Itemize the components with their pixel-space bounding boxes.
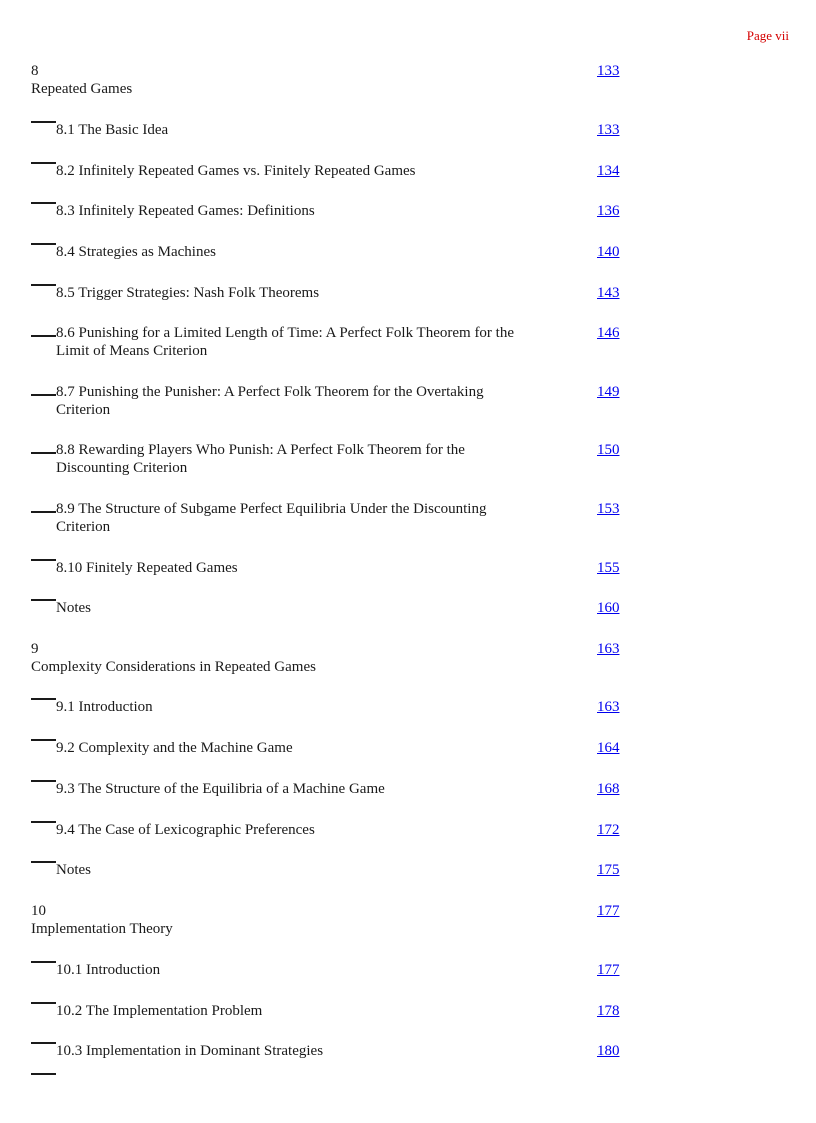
section-dash xyxy=(31,698,56,700)
toc-section xyxy=(31,284,656,302)
section-dash xyxy=(31,1042,56,1044)
section-dash xyxy=(31,861,56,863)
section-title: 8.6 Punishing for a Limited Length of Time: A Perfect Folk Theorem for the Limit of Means Criterion xyxy=(56,325,515,359)
section-dash xyxy=(31,821,56,823)
toc-section xyxy=(31,698,656,716)
page-number-link[interactable]: 153 xyxy=(597,501,620,517)
toc-section xyxy=(31,324,656,360)
toc-section xyxy=(31,861,656,879)
toc-section xyxy=(31,559,656,577)
section-title: 9.3 The Structure of the Equilibria of a Machine Game xyxy=(56,781,385,797)
page-number-link[interactable]: 172 xyxy=(597,822,620,838)
section-title: 9.1 Introduction xyxy=(56,699,153,715)
chapter-title: Repeated Games xyxy=(31,81,133,97)
page-number-link[interactable]: 136 xyxy=(597,203,620,219)
page-number-link[interactable]: 177 xyxy=(597,903,620,919)
toc-chapter xyxy=(31,62,631,98)
section-dash xyxy=(31,599,56,601)
section-dash xyxy=(31,121,56,123)
section-dash xyxy=(31,243,56,245)
section-title: 10.3 Implementation in Dominant Strategies xyxy=(56,1043,324,1059)
section-title: 10.2 The Implementation Problem xyxy=(56,1003,263,1019)
page-number-link[interactable]: 149 xyxy=(597,384,620,400)
page-number-link[interactable]: 146 xyxy=(597,325,620,341)
section-title: Notes xyxy=(56,600,91,616)
section-title: 8.7 Punishing the Punisher: A Perfect Folk Theorem for the Overtaking Criterion xyxy=(56,384,484,418)
toc-section xyxy=(31,1042,656,1060)
page-number-link[interactable]: 164 xyxy=(597,740,620,756)
section-dash xyxy=(31,1002,56,1004)
section-title: 8.3 Infinitely Repeated Games: Definitions xyxy=(56,203,315,219)
toc-section xyxy=(31,599,656,617)
chapter-number: 9 xyxy=(31,641,39,657)
section-title: 9.2 Complexity and the Machine Game xyxy=(56,740,293,756)
toc-chapter xyxy=(31,902,631,938)
section-title: 8.9 The Structure of Subgame Perfect Equilibria Under the Discounting Criterion xyxy=(56,501,487,535)
page-number-link[interactable]: 133 xyxy=(597,63,620,79)
toc-section xyxy=(31,1002,656,1020)
page-number-link[interactable]: 163 xyxy=(597,699,620,715)
page-number-link[interactable]: 140 xyxy=(597,244,620,260)
page-label: Page vii xyxy=(746,28,789,43)
page-number-link[interactable]: 177 xyxy=(597,962,620,978)
page-number-link[interactable]: 175 xyxy=(597,862,620,878)
section-dash xyxy=(31,162,56,164)
section-dash xyxy=(31,511,56,513)
toc-section xyxy=(31,739,656,757)
toc-section xyxy=(31,121,656,139)
section-dash xyxy=(31,739,56,741)
section-dash xyxy=(31,394,56,396)
section-dash xyxy=(31,202,56,204)
page-number-link[interactable]: 178 xyxy=(597,1003,620,1019)
toc-section xyxy=(31,202,656,220)
section-dash xyxy=(31,1073,56,1075)
toc-section xyxy=(31,383,656,419)
toc-section xyxy=(31,243,656,261)
page-number-link[interactable]: 133 xyxy=(597,122,620,138)
page-number-link[interactable]: 134 xyxy=(597,163,620,179)
section-dash xyxy=(31,961,56,963)
chapter-title: Complexity Considerations in Repeated Games xyxy=(31,659,316,675)
page-number-link[interactable]: 180 xyxy=(597,1043,620,1059)
section-dash xyxy=(31,335,56,337)
section-title: 8.8 Rewarding Players Who Punish: A Perfect Folk Theorem for the Discounting Criterion xyxy=(56,442,465,476)
section-dash xyxy=(31,284,56,286)
section-title: 10.1 Introduction xyxy=(56,962,161,978)
toc-section xyxy=(31,780,656,798)
section-title: 8.4 Strategies as Machines xyxy=(56,244,216,260)
page-number-link[interactable]: 150 xyxy=(597,442,620,458)
section-dash xyxy=(31,780,56,782)
chapter-number: 8 xyxy=(31,63,39,79)
page-number-link[interactable]: 155 xyxy=(597,560,620,576)
section-title: Notes xyxy=(56,862,91,878)
chapter-title: Implementation Theory xyxy=(31,921,173,937)
section-dash xyxy=(31,452,56,454)
section-title: 8.10 Finitely Repeated Games xyxy=(56,560,238,576)
toc-chapter xyxy=(31,640,631,676)
toc-section xyxy=(31,961,656,979)
section-title: 9.4 The Case of Lexicographic Preferences xyxy=(56,822,315,838)
section-title: 8.1 The Basic Idea xyxy=(56,122,169,138)
section-dash xyxy=(31,559,56,561)
page-number-link[interactable]: 163 xyxy=(597,641,620,657)
toc-section xyxy=(31,441,656,477)
toc-section xyxy=(31,821,656,839)
page-number-link[interactable]: 168 xyxy=(597,781,620,797)
toc-section xyxy=(31,162,656,180)
section-title: 8.2 Infinitely Repeated Games vs. Finitely Repeated Games xyxy=(56,163,416,179)
page-number-link[interactable]: 143 xyxy=(597,285,620,301)
toc-section xyxy=(31,500,656,536)
chapter-number: 10 xyxy=(31,903,46,919)
page-number-link[interactable]: 160 xyxy=(597,600,620,616)
section-title: 8.5 Trigger Strategies: Nash Folk Theorems xyxy=(56,285,320,301)
